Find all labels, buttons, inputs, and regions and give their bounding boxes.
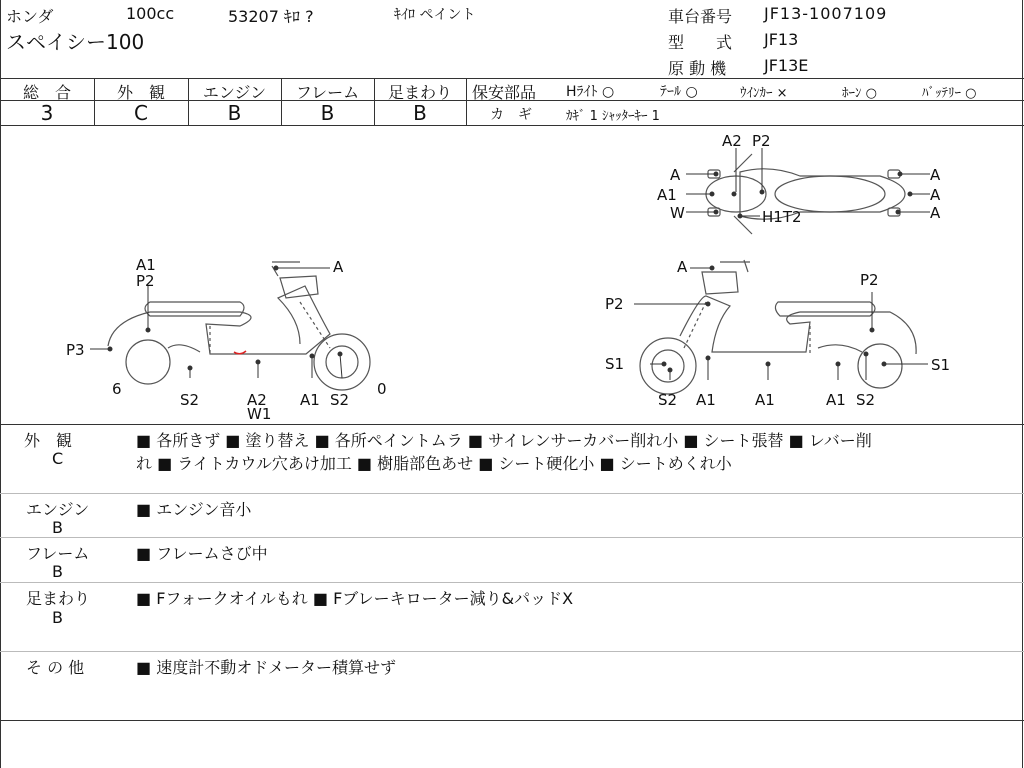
overall-label: 総 合	[22, 83, 71, 102]
engine-value: B	[227, 101, 242, 125]
grade-divider-5	[466, 78, 467, 125]
overall-value: 3	[40, 101, 54, 125]
note-grade-suspension: B	[52, 608, 63, 627]
safety-winker: ｳｲﾝｶｰ ×	[740, 86, 788, 101]
notes-divider-1	[0, 493, 1024, 494]
notes-divider-4	[0, 651, 1024, 652]
label-left-6: 6	[112, 380, 122, 398]
label-left-w1: W1	[247, 405, 272, 423]
safety-headlight: Hﾗｲﾄ ○	[566, 84, 615, 100]
label-left-p2: P2	[136, 272, 155, 290]
safety-taillight: ﾃｰﾙ ○	[660, 84, 698, 100]
label-right-s2a: S2	[658, 391, 678, 409]
note-label-other: そ の 他	[26, 658, 85, 677]
label-top-h1t2: H1T2	[762, 208, 802, 226]
label-left-a2: A2	[247, 391, 267, 409]
note-label-engine: エンジン	[26, 500, 90, 519]
label-left-p3: P3	[66, 341, 85, 359]
safety-battery: ﾊﾞｯﾃﾘｰ ○	[922, 86, 977, 101]
note-grade-engine: B	[52, 518, 63, 537]
damage-mark	[234, 351, 246, 354]
notes-divider-3	[0, 582, 1024, 583]
label-left-a1b: A1	[300, 391, 320, 409]
note-label-frame: フレーム	[26, 544, 90, 563]
notes-divider-2	[0, 537, 1024, 538]
label-right-a1b: A1	[755, 391, 775, 409]
label-left-a: A	[333, 258, 344, 276]
label-top-p2: P2	[752, 132, 771, 150]
model-name: スペイシー100	[6, 30, 145, 54]
label-top-a-right2: A	[930, 186, 941, 204]
note-text-exterior-2: れ ■ ライトカウル穴あけ加工 ■ 樹脂部色あせ ■ シート硬化小 ■ シートめくれ小	[136, 454, 732, 473]
chassis-label: 車台番号	[668, 7, 733, 26]
label-right-a: A	[677, 258, 688, 276]
engine-no-value: JF13E	[764, 56, 809, 75]
label-right-p2b: P2	[860, 271, 879, 289]
exterior-value: C	[134, 101, 148, 125]
label-top-a-left: A	[670, 166, 681, 184]
note-label-suspension: 足まわり	[26, 589, 91, 608]
label-left-s2a: S2	[180, 391, 200, 409]
label-right-p2a: P2	[605, 295, 624, 313]
note-text-frame: ■ フレームさび中	[136, 544, 268, 563]
type-label: 型 式	[668, 33, 733, 52]
label-right-a1a: A1	[696, 391, 716, 409]
label-right-s1b: S1	[931, 356, 951, 374]
chassis-value: JF13-1007109	[764, 4, 888, 23]
mileage: 53207 ｷﾛ ?	[228, 7, 314, 26]
note-grade-exterior: C	[52, 449, 64, 468]
note-text-suspension: ■ Fフォークオイルもれ ■ Fブレーキローター減り&パッドX	[136, 589, 574, 608]
mileage-note: ｷｲﾛ ペイント	[394, 7, 476, 23]
notes-bottom-line	[0, 720, 1024, 721]
note-label-exterior: 外 観	[24, 431, 73, 450]
label-right-s2b: S2	[856, 391, 876, 409]
label-left-a1: A1	[136, 256, 156, 274]
type-value: JF13	[764, 30, 799, 49]
engine-label: エンジン	[202, 83, 267, 102]
suspension-label: 足まわり	[387, 83, 452, 102]
label-left-0: 0	[377, 380, 387, 398]
note-text-engine: ■ エンジン音小	[136, 500, 252, 519]
note-text-exterior-1: ■ 各所きず ■ 塗り替え ■ 各所ペイントムラ ■ サイレンサーカバー削れ小 ■ シート張替 ■ レバー削	[136, 431, 872, 450]
label-left-s2b: S2	[330, 391, 350, 409]
key-value: ｶｷﾞ 1 ｼｬｯﾀｰｷｰ 1	[566, 109, 660, 124]
safety-horn: ﾎｰﾝ ○	[842, 86, 877, 101]
safety-label: 保安部品	[472, 83, 537, 102]
label-top-a1: A1	[657, 186, 677, 204]
label-top-a-right1: A	[930, 166, 941, 184]
frame-label: フレーム	[295, 83, 360, 102]
suspension-value: B	[413, 101, 427, 125]
note-grade-frame: B	[52, 562, 63, 581]
diagram-bottom-line	[0, 424, 1024, 425]
damage-diagram	[0, 126, 1024, 424]
header-divider	[0, 78, 1024, 79]
note-text-other: ■ 速度計不動オドメーター積算せず	[136, 658, 397, 677]
label-top-a2: A2	[722, 132, 742, 150]
key-label: カ ギ	[490, 107, 532, 123]
label-top-a-right3: A	[930, 204, 941, 222]
exterior-label: 外 観	[116, 83, 165, 102]
label-right-s1a: S1	[605, 355, 625, 373]
maker: ホンダ	[6, 7, 54, 26]
label-top-w: W	[670, 204, 685, 222]
label-right-a1c: A1	[826, 391, 846, 409]
engine-no-label: 原 動 機	[668, 59, 727, 78]
displacement: 100cc	[126, 4, 175, 23]
frame-value: B	[320, 101, 335, 125]
